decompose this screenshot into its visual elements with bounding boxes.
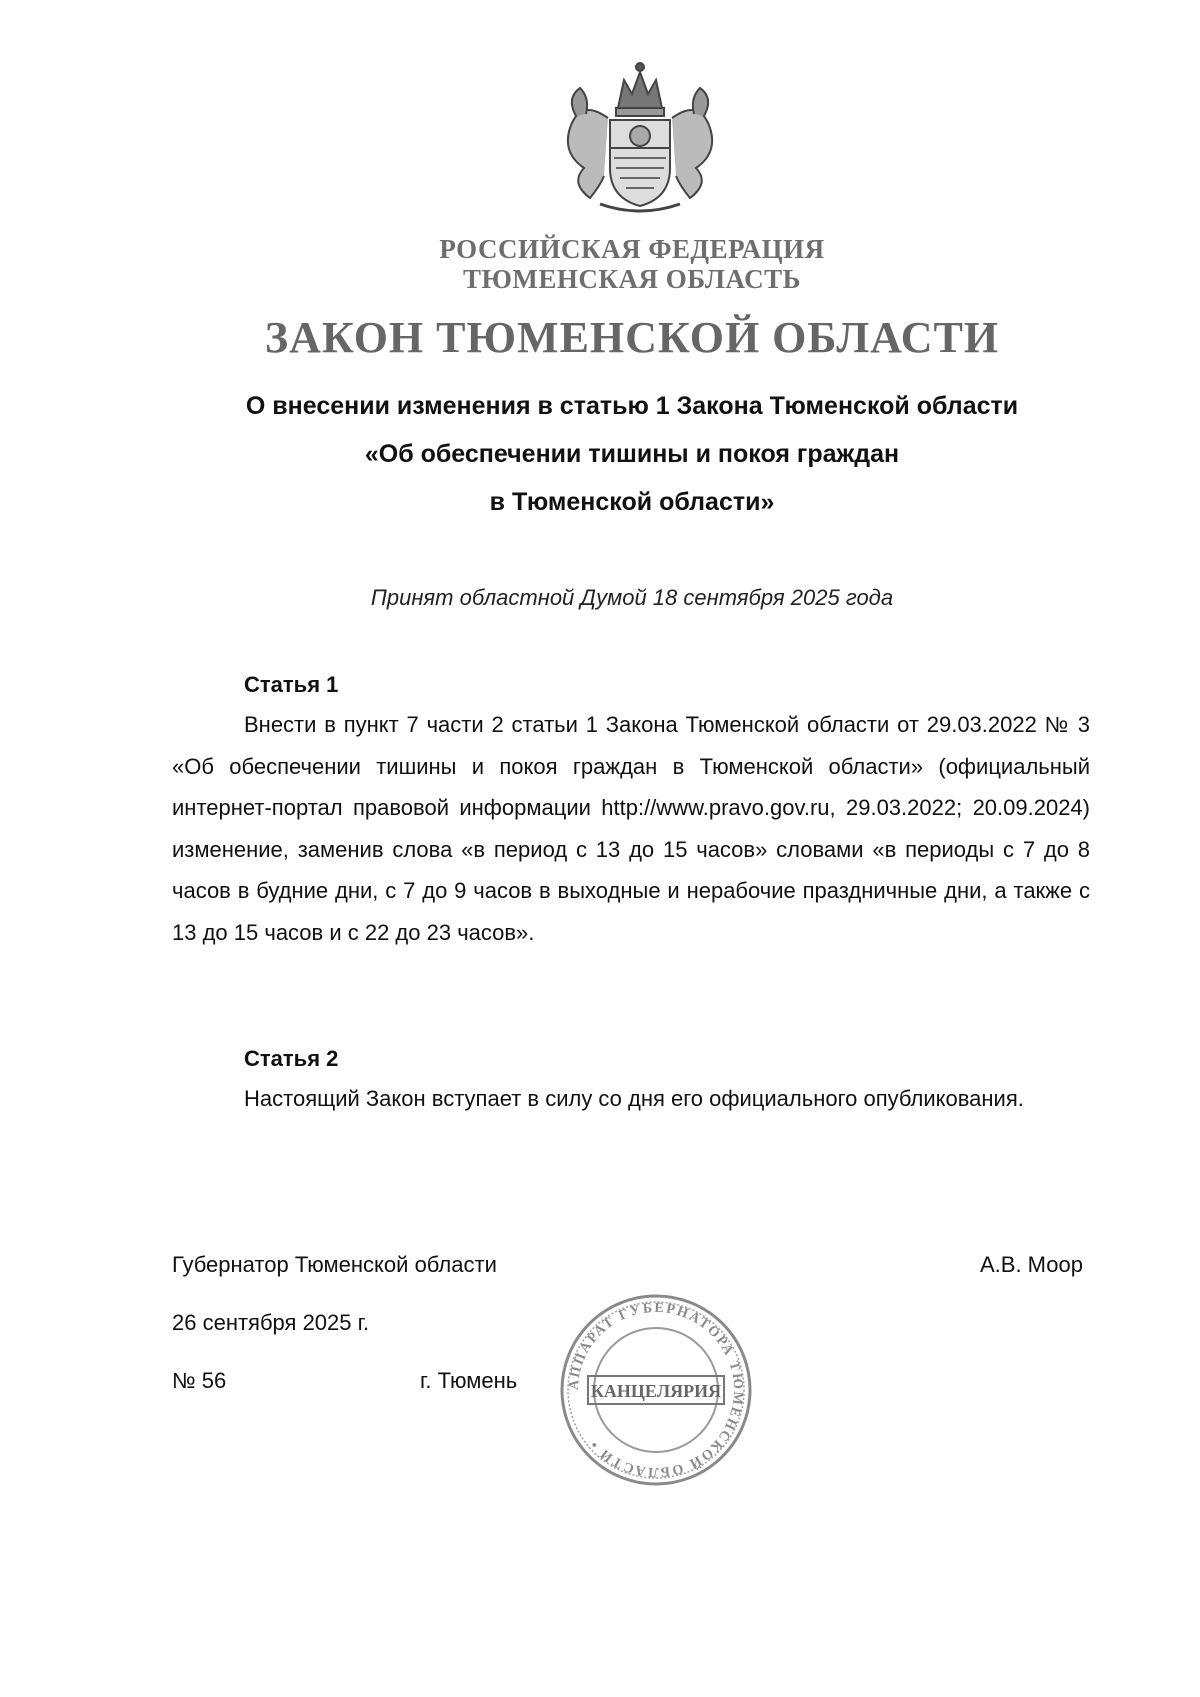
signatory-name: А.В. Моор bbox=[980, 1252, 1083, 1277]
article-2-text: Настоящий Закон вступает в силу со дня его официального опубликования. bbox=[244, 1086, 1024, 1111]
law-title-line-2: «Об обеспечении тишины и покоя граждан bbox=[364, 440, 900, 468]
stamp-center-text: КАНЦЕЛЯРИЯ bbox=[590, 1381, 722, 1401]
stamp-ring-text: АППАРАТ ГУБЕРНАТОРА ТЮМЕНСКОЙ ОБЛАСТИ • bbox=[566, 1300, 746, 1480]
adoption-note: Принят областной Думой 18 сентября 2025 года bbox=[370, 585, 894, 610]
header-country: РОССИЙСКАЯ ФЕДЕРАЦИЯ bbox=[439, 234, 825, 264]
chancellery-seal-icon bbox=[556, 1290, 756, 1490]
signing-city: г. Тюмень bbox=[420, 1368, 518, 1393]
law-title-line-1: О внесении изменения в статью 1 Закона Тюменской области bbox=[245, 392, 1019, 420]
law-number: № 56 bbox=[172, 1368, 227, 1393]
article-1-text: Внести в пункт 7 части 2 статьи 1 Закона Тюменской области от 29.03.2022 № 3 «Об обеспечении тишины и покоя граждан в Тюменской области» (официальный интернет-портал правовой информации http://www.pravo.gov.ru, 29.03.2022; 20.09.2024) изменение, заменив слова «в период с 13 до 15 часов» словами «в периоды с 7 до 8 часов в будние дни, с 7 до 9 часов в выходные и нерабочие праздничные дни, а также с 13 до 15 часов и с 22 до 23 часов». bbox=[172, 712, 1090, 945]
coat-of-arms-icon bbox=[540, 58, 740, 213]
header-region: ТЮМЕНСКАЯ ОБЛАСТЬ bbox=[462, 264, 802, 294]
article-1-heading: Статья 1 bbox=[244, 672, 339, 697]
document-type-heading: ЗАКОН ТЮМЕНСКОЙ ОБЛАСТИ bbox=[264, 313, 1000, 362]
signing-date: 26 сентября 2025 г. bbox=[172, 1310, 370, 1335]
article-2-heading: Статья 2 bbox=[244, 1046, 339, 1071]
signatory-title: Губернатор Тюменской области bbox=[172, 1252, 497, 1277]
law-title-line-3: в Тюменской области» bbox=[489, 488, 775, 516]
